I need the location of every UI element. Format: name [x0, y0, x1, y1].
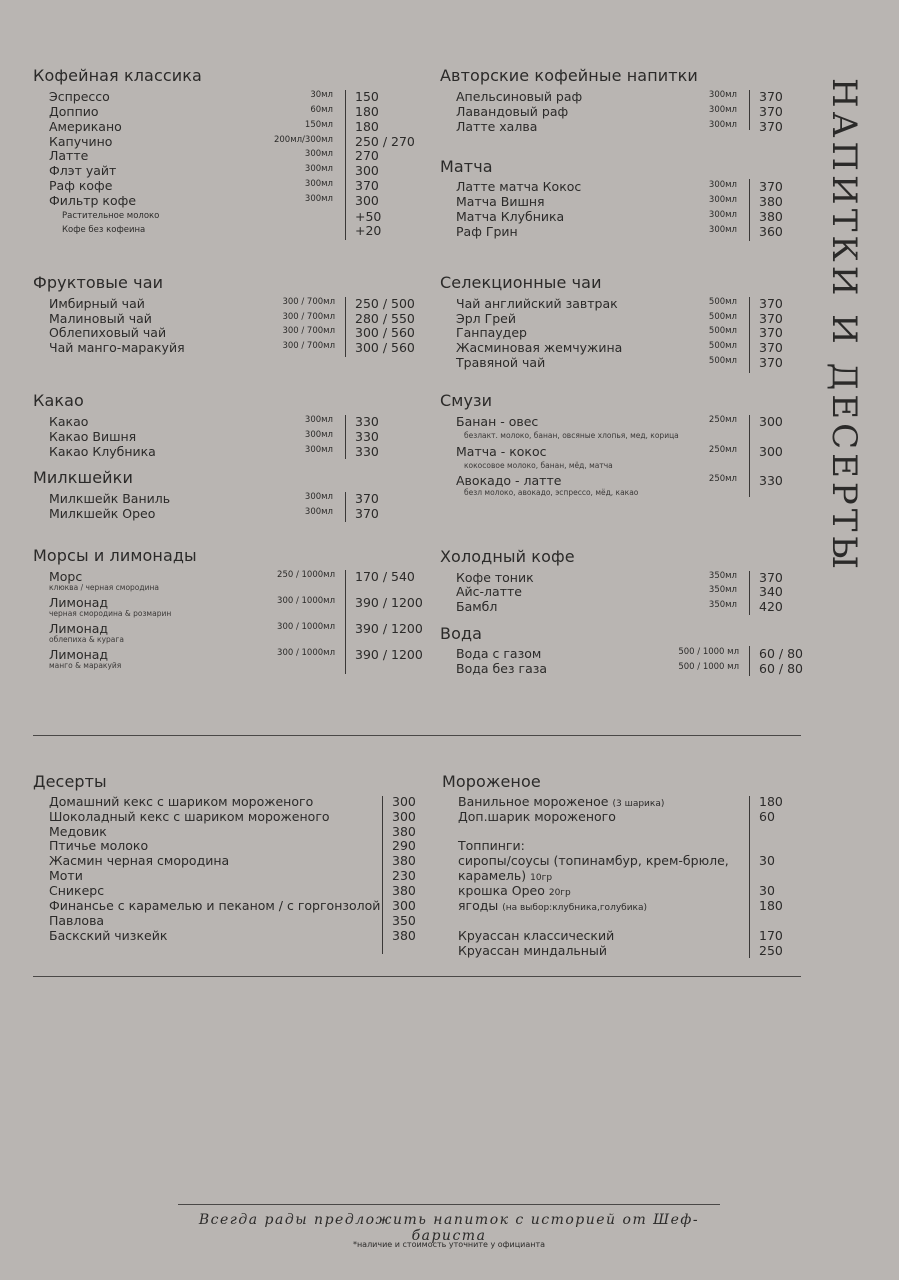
section-title: Милкшейки: [33, 468, 133, 487]
section-title: Кофейная классика: [33, 66, 202, 85]
section-title: Матча: [440, 157, 493, 176]
price-divider: [345, 90, 346, 240]
price-divider: [749, 646, 750, 676]
footer-note: *наличие и стоимость уточните у официанта: [352, 1240, 546, 1249]
price-divider: [749, 297, 750, 373]
section-title: Фруктовые чаи: [33, 273, 164, 292]
vertical-title-text: НАПИТКИ И ДЕСЕРТЫ: [824, 78, 864, 573]
section-title: Смузи: [440, 391, 493, 410]
price-divider: [345, 415, 346, 459]
section-title: Вода: [440, 624, 483, 643]
price-divider: [749, 179, 750, 241]
price-divider: [345, 492, 346, 522]
price-divider: [749, 90, 750, 130]
section-title: Авторские кофейные напитки: [440, 66, 698, 85]
section-title: Десерты: [33, 772, 107, 791]
price-divider: [345, 570, 346, 674]
section-title: Мороженое: [442, 772, 541, 791]
section-title: Холодный кофе: [440, 547, 575, 566]
price-divider: [345, 297, 346, 357]
vertical-page-title: [826, 78, 866, 638]
section-title: Селекционные чаи: [440, 273, 602, 292]
footer-divider: [178, 1204, 720, 1205]
price-divider: [749, 796, 750, 958]
price-divider: [749, 415, 750, 497]
section-title: Морсы и лимонады: [33, 546, 197, 565]
footer-slogan: Всегда рады предложить напиток с историей от Шеф-бариста: [198, 1212, 700, 1244]
price-divider: [382, 796, 383, 954]
price-divider: [749, 571, 750, 615]
section-title: Какао: [33, 391, 84, 410]
section-separator: [33, 735, 801, 736]
section-separator: [33, 976, 801, 977]
